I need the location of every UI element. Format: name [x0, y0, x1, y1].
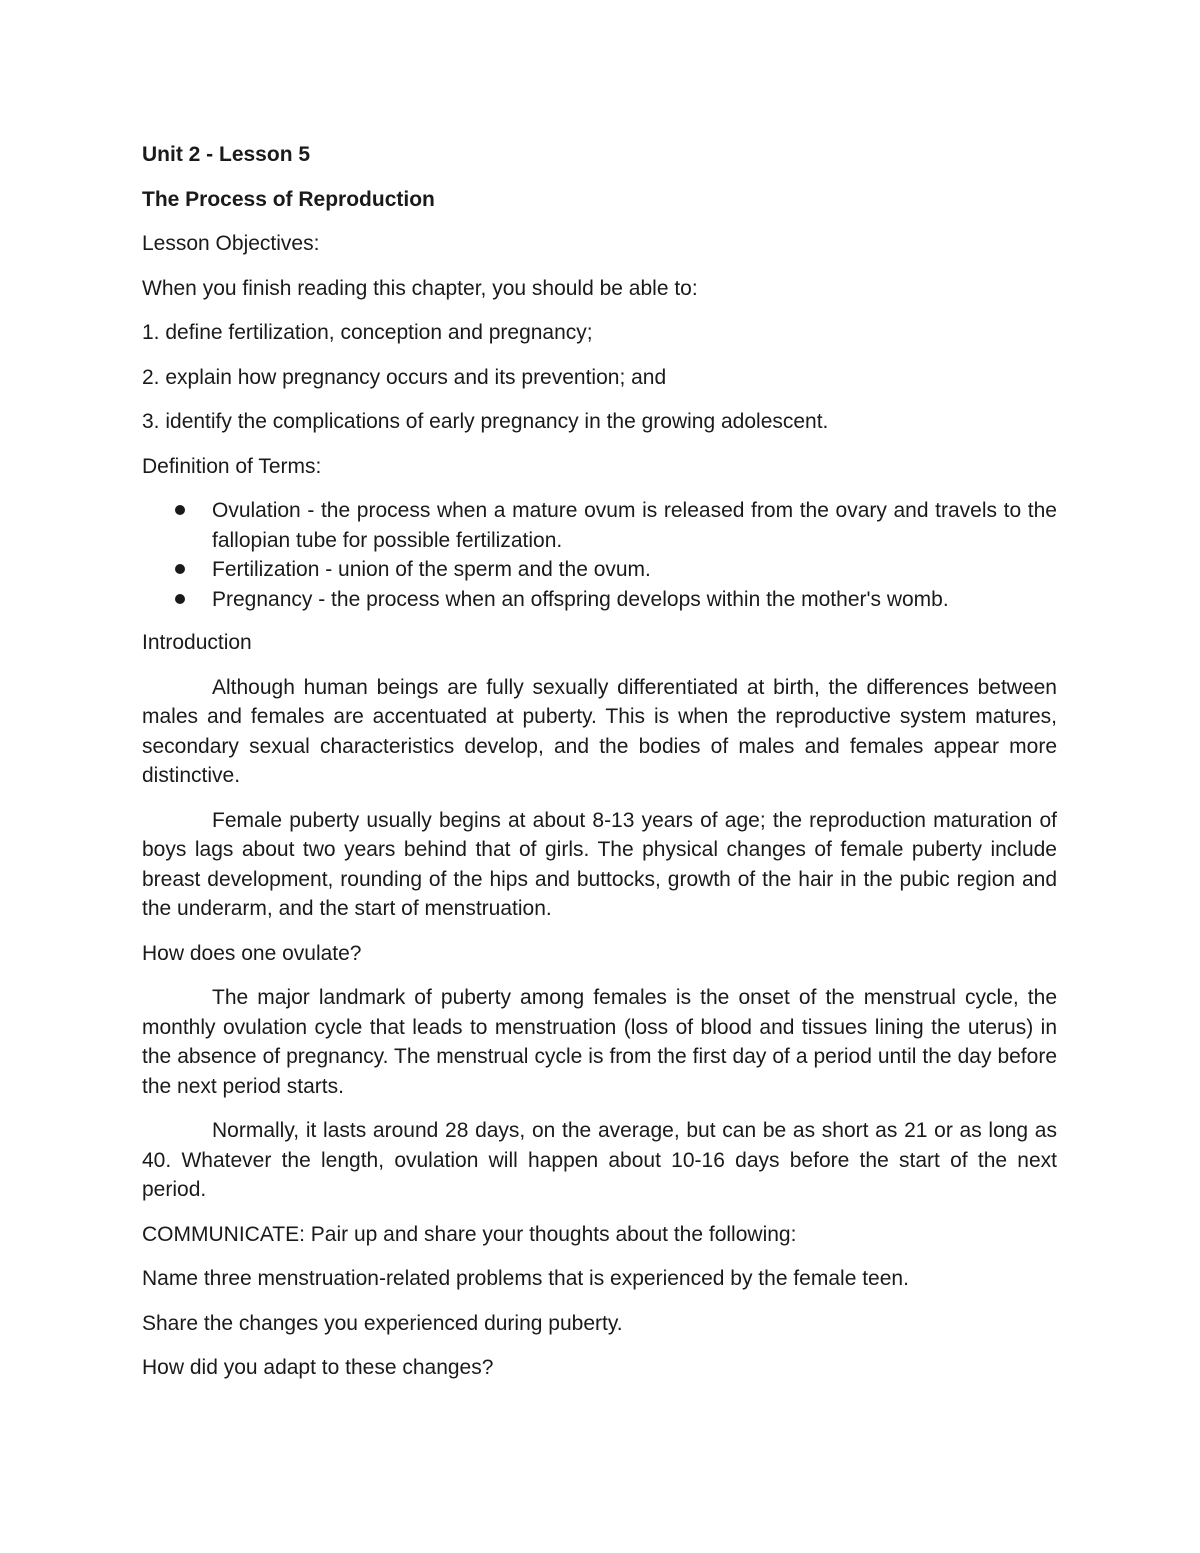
bullet-icon	[175, 594, 185, 604]
definitions-list	[142, 496, 1057, 614]
definition-item-fertilization	[142, 555, 1057, 585]
introduction-paragraph-1: Although human beings are fully sexually differentiated at birth, the differences between males and females are accentuated at puberty. This is when the reproductive system matures, secondary sexual characteristics develop, and the bodies of males and females appear more distinctive.	[142, 675, 1057, 787]
definition-text: Fertilization - union of the sperm and the ovum.	[212, 558, 651, 581]
lesson-title: The Process of Reproduction	[142, 187, 435, 211]
introduction-paragraph-2: Female puberty usually begins at about 8-13 years of age; the reproduction maturation of boys lags about two years behind that of girls. The physical changes of female puberty include breast development, rounding of the hips and buttocks, growth of the hair in the pubic region and the underarm, and the start of menstruation.	[142, 808, 1057, 920]
definition-item-pregnancy	[142, 585, 1057, 615]
definition-text: Pregnancy - the process when an offspring develops within the mother's womb.	[212, 587, 949, 611]
communicate-item-2: Share the changes you experienced during puberty.	[142, 1311, 623, 1335]
communicate-item-1: Name three menstruation-related problems that is experienced by the female teen.	[142, 1267, 909, 1290]
introduction-heading: Introduction	[142, 631, 252, 654]
unit-title: Unit 2 - Lesson 5	[142, 143, 311, 166]
ovulate-paragraph-2: Normally, it lasts around 28 days, on the average, but can be as short as 21 or as long as 40. Whatever the length, ovulation will happen about 10-16 days before the start of the next period.	[142, 1119, 1057, 1201]
definitions-heading: Definition of Terms:	[142, 454, 322, 478]
ovulate-paragraph-1: The major landmark of puberty among females is the onset of the menstrual cycle, the monthly ovulation cycle that leads to menstruation (loss of blood and tissues lining the uterus) in the absence of pregnancy. The menstrual cycle is from the first day of a period until the day before the next period starts.	[142, 986, 1057, 1098]
bullet-icon	[175, 564, 185, 574]
definition-item-ovulation	[142, 496, 1057, 555]
objective-item-3: 3. identify the complications of early pregnancy in the growing adolescent.	[142, 410, 829, 433]
objectives-intro: When you finish reading this chapter, you should be able to:	[142, 276, 698, 300]
definition-text: Ovulation - the process when a mature ovum is released from the ovary and travels to the fallopian tube for possible fertilization.	[212, 499, 1057, 552]
document-page	[142, 140, 1057, 1398]
communicate-heading: COMMUNICATE: Pair up and share your thoughts about the following:	[142, 1222, 797, 1246]
objective-item-2: 2. explain how pregnancy occurs and its prevention; and	[142, 365, 667, 389]
communicate-item-3: How did you adapt to these changes?	[142, 1356, 494, 1379]
objectives-heading: Lesson Objectives:	[142, 232, 320, 255]
bullet-icon	[175, 505, 185, 515]
objective-item-1: 1. define fertilization, conception and pregnancy;	[142, 321, 593, 344]
ovulate-heading: How does one ovulate?	[142, 941, 362, 965]
